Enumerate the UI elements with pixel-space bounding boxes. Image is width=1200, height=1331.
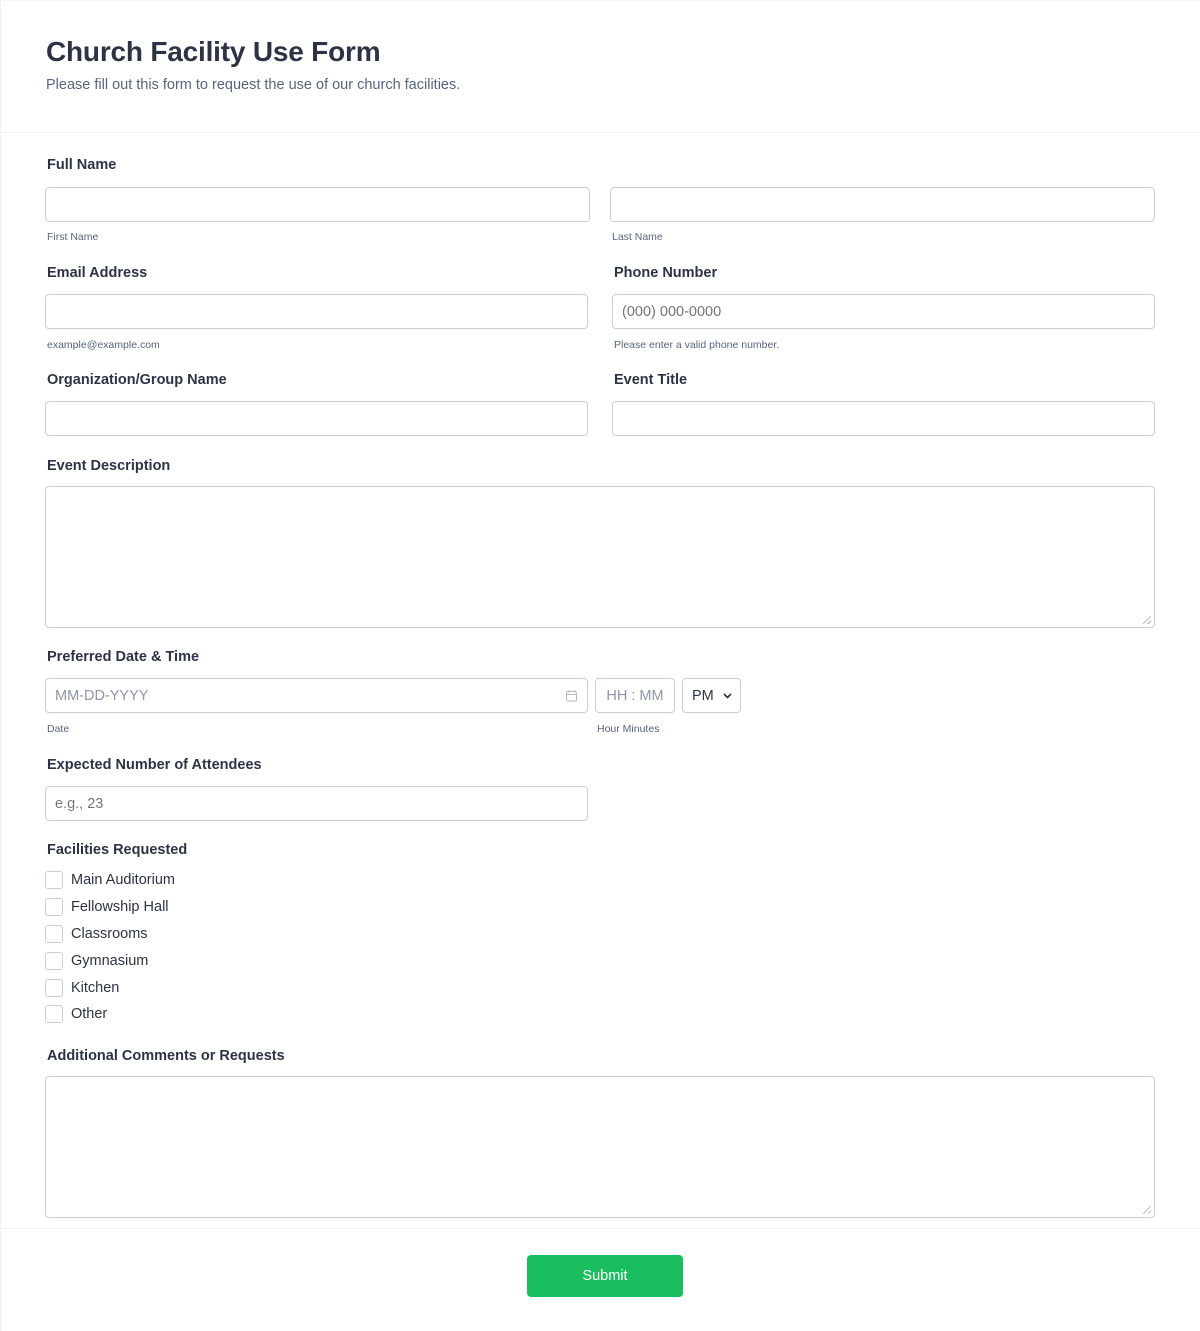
date-time-label: Preferred Date & Time: [47, 649, 200, 665]
facilities-label: Facilities Requested: [47, 842, 188, 858]
first-name-input[interactable]: [45, 187, 590, 222]
attendees-label: Expected Number of Attendees: [47, 757, 262, 773]
checkbox-label: Kitchen: [71, 980, 120, 996]
checkbox[interactable]: [45, 871, 63, 889]
footer-divider: [0, 1228, 1200, 1229]
event-description-textarea[interactable]: [45, 486, 1155, 628]
calendar-icon[interactable]: [565, 689, 578, 702]
checkbox-label: Other: [71, 1006, 108, 1022]
checkbox[interactable]: [45, 1005, 63, 1023]
date-placeholder: MM-DD-YYYY: [55, 687, 149, 704]
submit-button[interactable]: Submit: [527, 1255, 683, 1297]
checkbox-label: Main Auditorium: [71, 872, 175, 888]
phone-input[interactable]: [612, 294, 1155, 329]
phone-sublabel: Please enter a valid phone number.: [614, 339, 780, 351]
time-input[interactable]: [595, 678, 675, 713]
time-sublabel: Hour Minutes: [597, 723, 660, 735]
event-description-label: Event Description: [47, 458, 171, 474]
chevron-down-icon: [723, 693, 732, 699]
event-title-input[interactable]: [612, 401, 1155, 436]
first-name-sublabel: First Name: [47, 231, 99, 243]
comments-label: Additional Comments or Requests: [47, 1048, 285, 1064]
comments-textarea[interactable]: [45, 1076, 1155, 1218]
checkbox[interactable]: [45, 898, 63, 916]
ampm-selected-value: PM: [692, 687, 714, 704]
event-title-label: Event Title: [614, 372, 688, 388]
attendees-input[interactable]: [45, 786, 588, 821]
form-subtitle: Please fill out this form to request the use of our church facilities.: [46, 77, 461, 93]
organization-input[interactable]: [45, 401, 588, 436]
facility-option-kitchen[interactable]: [45, 979, 119, 997]
email-label: Email Address: [47, 265, 148, 281]
form-title: Church Facility Use Form: [46, 36, 381, 67]
facility-option-fellowship-hall[interactable]: [45, 898, 169, 916]
time-placeholder: HH : MM: [606, 687, 664, 704]
organization-label: Organization/Group Name: [47, 372, 227, 388]
checkbox[interactable]: [45, 979, 63, 997]
facility-option-other[interactable]: [45, 1005, 107, 1023]
email-sublabel: example@example.com: [47, 339, 160, 351]
last-name-input[interactable]: [610, 187, 1155, 222]
facility-option-classrooms[interactable]: [45, 925, 148, 943]
checkbox[interactable]: [45, 925, 63, 943]
phone-label: Phone Number: [614, 265, 718, 281]
full-name-label: Full Name: [47, 157, 117, 173]
checkbox-label: Classrooms: [71, 926, 148, 942]
checkbox[interactable]: [45, 952, 63, 970]
checkbox-label: Gymnasium: [71, 953, 149, 969]
checkbox-label: Fellowship Hall: [71, 899, 169, 915]
last-name-sublabel: Last Name: [612, 231, 663, 243]
email-input[interactable]: [45, 294, 588, 329]
resize-handle-icon[interactable]: [1143, 616, 1151, 624]
resize-handle-icon[interactable]: [1143, 1206, 1151, 1214]
facility-option-main-auditorium[interactable]: [45, 871, 175, 889]
form-header: [0, 0, 1200, 133]
ampm-select[interactable]: [682, 678, 741, 713]
date-sublabel: Date: [47, 723, 70, 735]
date-input[interactable]: [45, 678, 588, 713]
facility-option-gymnasium[interactable]: [45, 952, 148, 970]
